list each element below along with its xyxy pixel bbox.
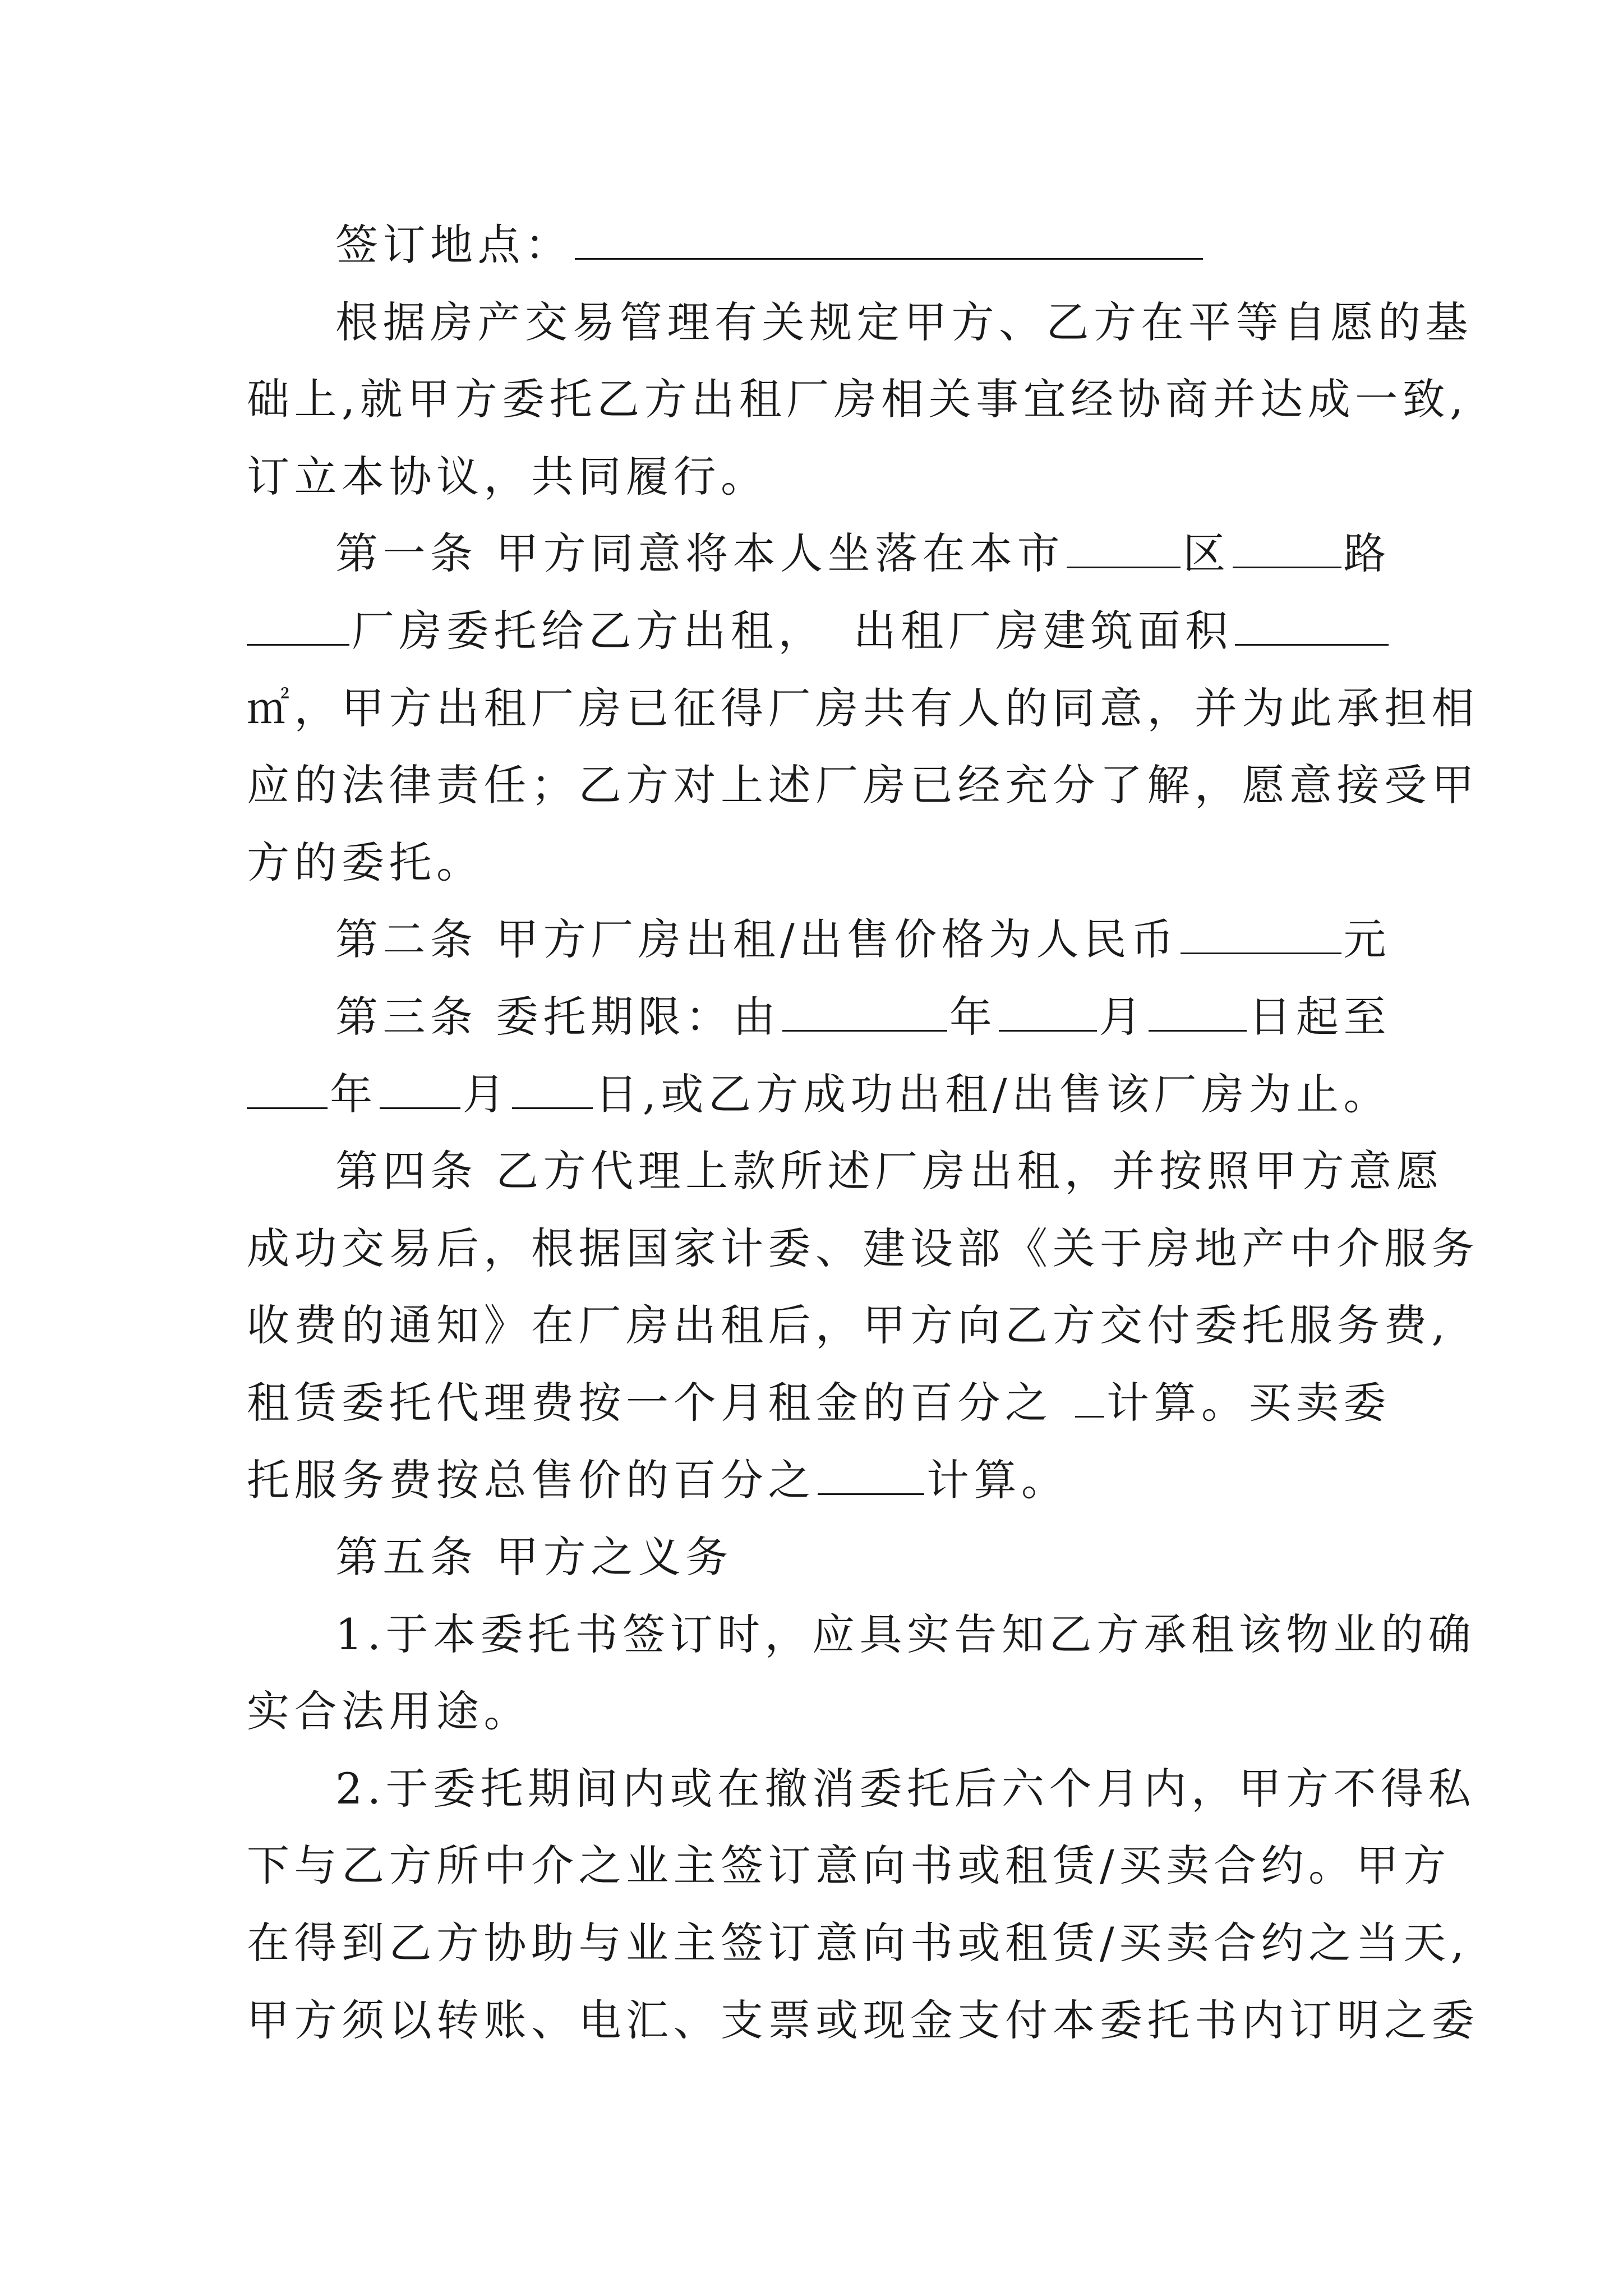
- article2-line-1: [247, 901, 1391, 978]
- road-blank: [1233, 527, 1341, 568]
- article2-text: 第二条 甲方厂房出租/出售价格为人民币: [335, 914, 1179, 965]
- article5-item2-line-2: [247, 1827, 1451, 1904]
- article1-text: 路: [1343, 528, 1391, 579]
- article5-heading: 第五条 甲方之义务: [335, 1532, 733, 1582]
- rent-fee-percent-blank: [1075, 1377, 1105, 1418]
- article1-text: 方的委托。: [247, 837, 484, 887]
- article3-line-2: [247, 1056, 1391, 1133]
- address-blank: [247, 605, 349, 646]
- article1-text: ㎡，甲方出租厂房已征得厂房共有人的同意，并为此承担相: [247, 683, 1479, 733]
- article5-text: 2.于委托期间内或在撤消委托后六个月内，甲方不得私: [335, 1763, 1476, 1814]
- district-blank: [1067, 527, 1181, 568]
- article5-text: 甲方须以转账、电汇、支票或现金支付本委托书内订明之委: [247, 1995, 1479, 2045]
- article4-line-3: [247, 1287, 1450, 1364]
- end-day-blank: [512, 1068, 593, 1109]
- article5-title: [247, 1519, 1391, 1596]
- preamble-text: 根据房产交易管理有关规定甲方、乙方在平等自愿的基: [335, 297, 1473, 347]
- article5-text: 1.于本委托书签订时，应具实告知乙方承租该物业的确: [335, 1609, 1476, 1659]
- article5-item1-line-2: [247, 1673, 1391, 1750]
- article5-item2-line-3: [247, 1904, 1469, 1982]
- article1-line-4: [247, 747, 1479, 824]
- sign-place-line: [247, 206, 1391, 284]
- article3-text: 月: [462, 1069, 510, 1119]
- price-blank: [1181, 913, 1341, 954]
- article3-text: 年: [330, 1069, 377, 1119]
- sale-fee-percent-blank: [818, 1454, 924, 1495]
- preamble-line-1: [247, 284, 1473, 361]
- article1-line-2: [247, 592, 1391, 670]
- article4-text: 第四条 乙方代理上款所述厂房出租，并按照甲方意愿: [335, 1146, 1444, 1197]
- document-body: [247, 206, 1479, 2059]
- article4-text: 租赁委托代理费按一个月租金的百分之: [247, 1377, 1053, 1428]
- article1-text: 应的法律责任；乙方对上述厂房已经充分了解，愿意接受甲: [247, 760, 1479, 811]
- article1-text: 区: [1183, 528, 1230, 579]
- article4-line-4: [247, 1364, 1391, 1442]
- article5-text: 实合法用途。: [247, 1686, 531, 1737]
- article4-text: 成功交易后，根据国家计委、建设部《关于房地产中介服务: [247, 1223, 1479, 1273]
- article5-item2-line-1: [247, 1750, 1476, 1828]
- preamble-text: 础上,就甲方委托乙方出租厂房相关事宜经协商并达成一致,: [247, 374, 1468, 425]
- article3-text: 第三条 委托期限：由: [335, 991, 781, 1042]
- article4-line-1: [247, 1133, 1444, 1210]
- article3-text: 日起至: [1248, 991, 1391, 1042]
- article1-text: 厂房委托给乙方出租，: [351, 605, 826, 656]
- article5-text: 在得到乙方协助与业主签订意向书或租赁/买卖合约之当天,: [247, 1918, 1469, 1968]
- start-year-blank: [782, 991, 947, 1032]
- article5-text: 下与乙方所中介之业主签订意向书或租赁/买卖合约。甲方: [247, 1841, 1451, 1891]
- article3-text: 月: [1099, 991, 1147, 1042]
- article4-text: 计算。买卖委: [1106, 1377, 1391, 1428]
- article4-text: 甲方向乙方交付委托服务费,: [863, 1300, 1450, 1351]
- article1-text: 第一条 甲方同意将本人坐落在本市: [335, 528, 1065, 579]
- article2-text: 元: [1343, 914, 1391, 965]
- article1-line-3: [247, 670, 1479, 747]
- article3-line-1: [247, 978, 1391, 1056]
- end-month-blank: [380, 1068, 460, 1109]
- start-day-blank: [1149, 991, 1246, 1032]
- article4-text: 计算。: [926, 1455, 1069, 1505]
- preamble-line-3: [247, 438, 1391, 516]
- preamble-text: 订立本协议，共同履行。: [247, 451, 768, 501]
- sign-place-label: 签订地点：: [335, 220, 573, 270]
- area-blank: [1235, 605, 1389, 646]
- end-year-blank: [247, 1068, 328, 1109]
- sign-place-blank: [575, 219, 1203, 260]
- article4-line-5: [247, 1442, 1391, 1519]
- article1-line-1: [247, 515, 1391, 592]
- article1-line-5: [247, 824, 1391, 901]
- article3-text: 日,或乙方成功出租/出售该厂房为止。: [595, 1069, 1391, 1119]
- article3-text: 年: [949, 991, 997, 1042]
- article4-text: 托服务费按总售价的百分之: [247, 1455, 815, 1505]
- article5-item1-line-1: [247, 1596, 1476, 1673]
- article1-text: 出租厂房建筑面积: [853, 605, 1233, 656]
- start-month-blank: [999, 991, 1096, 1032]
- article4-line-2: [247, 1210, 1479, 1287]
- article4-text: 收费的通知》在厂房出租后，: [247, 1300, 863, 1351]
- article5-item2-line-4: [247, 1982, 1479, 2059]
- preamble-line-2: [247, 361, 1468, 438]
